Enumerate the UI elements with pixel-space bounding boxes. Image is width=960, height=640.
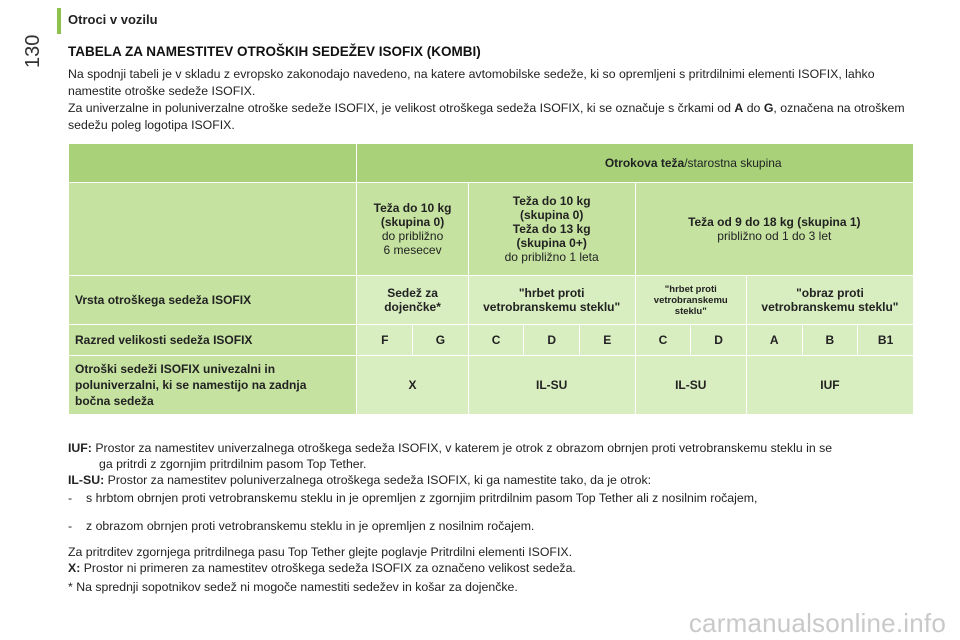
weight-group-row [69,183,913,275]
note-x [68,560,918,576]
intro-p2-text: Za univerzalne in poluniverzalne otroške sedeže ISOFIX, je velikost otroškega sedeža ISOFIX, ki se označuje s črkami od [68,101,735,115]
note-text: Prostor za namestitev univerzalnega otroškega sedeža ISOFIX, v katerem je otrok z obrazom obrnjen proti vetrobranskemu steklu in se [91,441,833,455]
list-item-text: z obrazom obrnjen proti vetrobranskemu steklu in je opremljen z nosilnim ročajem. [86,519,535,533]
seat-type-line: steklu" [674,305,707,317]
intro-paragraph-1: Na spodnji tabeli je v skladu z evropsko zakonodajo navedeno, na katere avtomobilske sedeže, ki so opremljeni s pritrdilnimi elementi ISOFIX, lahko namestite otroške sedeže ISOFIX. [68,67,875,98]
isofix-table [68,143,914,415]
seat-type-line: vetrobranskemu steklu" [483,300,621,314]
suitability-cell: IUF [747,356,913,414]
weight-group-subtitle-2: (skupina 0+) [516,236,587,250]
list-bullet: - [68,519,73,533]
weight-group-age: približno od 1 do 3 let [717,229,832,243]
footnote: * Na sprednji sopotnikov sedež ni mogoče namestiti sedežev in košar za dojenčke. [68,580,518,594]
size-class-cell: D [691,325,746,355]
size-class-row [69,325,913,355]
list-bullet: - [68,491,73,505]
seat-type-line: vetrobranskemu steklu" [761,300,899,314]
note-iuf-cont: ga pritrdi z zgornjim pritrdilnim pasom Top Tether. [99,457,367,471]
intro-paragraph-2 [68,100,918,134]
seat-type-line: "hrbet proti [664,283,717,295]
seat-type-line: "hrbet proti [518,286,585,300]
rear-seats-label-line: bočna sedeža [75,394,154,408]
size-class-cell: B1 [858,325,913,355]
suitability-cell: IL-SU [636,356,746,414]
size-class-cell: G [413,325,468,355]
table-group-header-row [69,144,913,182]
seat-type-line: vetrobranskemu [653,294,728,306]
section-accent-bar [57,8,61,34]
note-top-tether: Za pritrditev zgornjega pritrdilnega pasu Top Tether glejte poglavje Pritrdilni elementi ISOFIX. [68,545,572,559]
legend-notes [68,440,918,576]
weight-group-title: Teža do 10 kg [373,201,452,215]
weight-group-title: Teža od 9 do 18 kg (skupina 1) [688,215,861,229]
intro-p2-end: , označena na otroškem sedežu poleg logotipa ISOFIX. [68,101,905,132]
note-text: Prostor za namestitev poluniverzalnega otroškega sedeža ISOFIX, ki ga namestite tako, da je otrok: [104,473,652,487]
weight-group-header [357,144,913,182]
seat-type-line: "obraz proti [796,286,864,300]
weight-group-subtitle: (skupina 0) [380,215,445,229]
weight-group-title: Teža do 10 kg [512,194,591,208]
watermark: carmanualsonline.info [688,608,946,638]
note-ilsu [68,472,918,488]
group-header-rest: /starostna skupina [684,156,782,170]
suitability-cell: X [357,356,467,414]
note-text: Prostor ni primeren za namestitev otroškega sedeža ISOFIX za označeno velikost sedeža. [80,561,576,575]
size-class-cell: A [747,325,802,355]
list-item [68,518,918,534]
weight-group-1 [636,183,913,275]
size-letter-from: A [734,101,744,115]
page-title: TABELA ZA NAMESTITEV OTROŠKIH SEDEŽEV ISOFIX (KOMBI) [68,44,481,59]
note-iuf [68,440,918,456]
size-class-cell: F [357,325,412,355]
list-item-text: s hrbtom obrnjen proti vetrobranskemu steklu in je opremljen z zgornjim pritrdilnim pasom Top Tether ali z nosilnim ročajem, [86,491,758,505]
size-class-cell: C [469,325,524,355]
intro-p2-mid: do [743,101,764,115]
rear-seats-label-line: Otroški sedeži ISOFIX univezalni in [75,362,276,376]
weight-row-label-cell [69,183,356,275]
seat-type-line: dojenčke* [384,300,441,314]
rear-seats-label-line: poluniverzalni, ki se namestijo na zadnja [75,378,307,392]
page-number: 130 [22,34,44,68]
list-item [68,490,918,506]
weight-group-age: do približno [381,229,444,243]
weight-group-0plus [469,183,635,275]
size-class-cell: E [580,325,635,355]
size-class-cell: D [524,325,579,355]
seat-type-line: Sedež za [387,286,438,300]
weight-group-title-2: Teža do 13 kg [512,222,591,236]
size-class-cell: C [636,325,691,355]
rear-seats-label [69,356,356,414]
weight-group-subtitle: (skupina 0) [519,208,584,222]
table-corner-cell [69,144,356,182]
note-label: IUF: [68,441,92,455]
seat-type-row [69,276,913,324]
suitability-cell: IL-SU [469,356,635,414]
section-header: Otroci v vozilu [68,12,158,27]
rear-seats-row [69,356,913,414]
weight-group-0 [357,183,467,275]
seat-type-rear-facing [469,276,635,324]
seat-type-label: Vrsta otroškega sedeža ISOFIX [69,276,356,324]
group-header-bold: Otrokova teža [604,156,685,170]
size-letter-to: G [763,101,774,115]
note-label: X: [68,561,81,575]
weight-group-age-2: 6 mesecev [383,243,442,257]
size-class-label: Razred velikosti sedeža ISOFIX [69,325,356,355]
intro-text [68,66,918,134]
seat-type-infant [357,276,467,324]
note-label: IL-SU: [68,473,105,487]
size-class-cell: B [803,325,858,355]
weight-group-age: do približno 1 leta [504,250,599,264]
seat-type-rear-facing-g1 [636,276,746,324]
seat-type-forward-facing [747,276,913,324]
